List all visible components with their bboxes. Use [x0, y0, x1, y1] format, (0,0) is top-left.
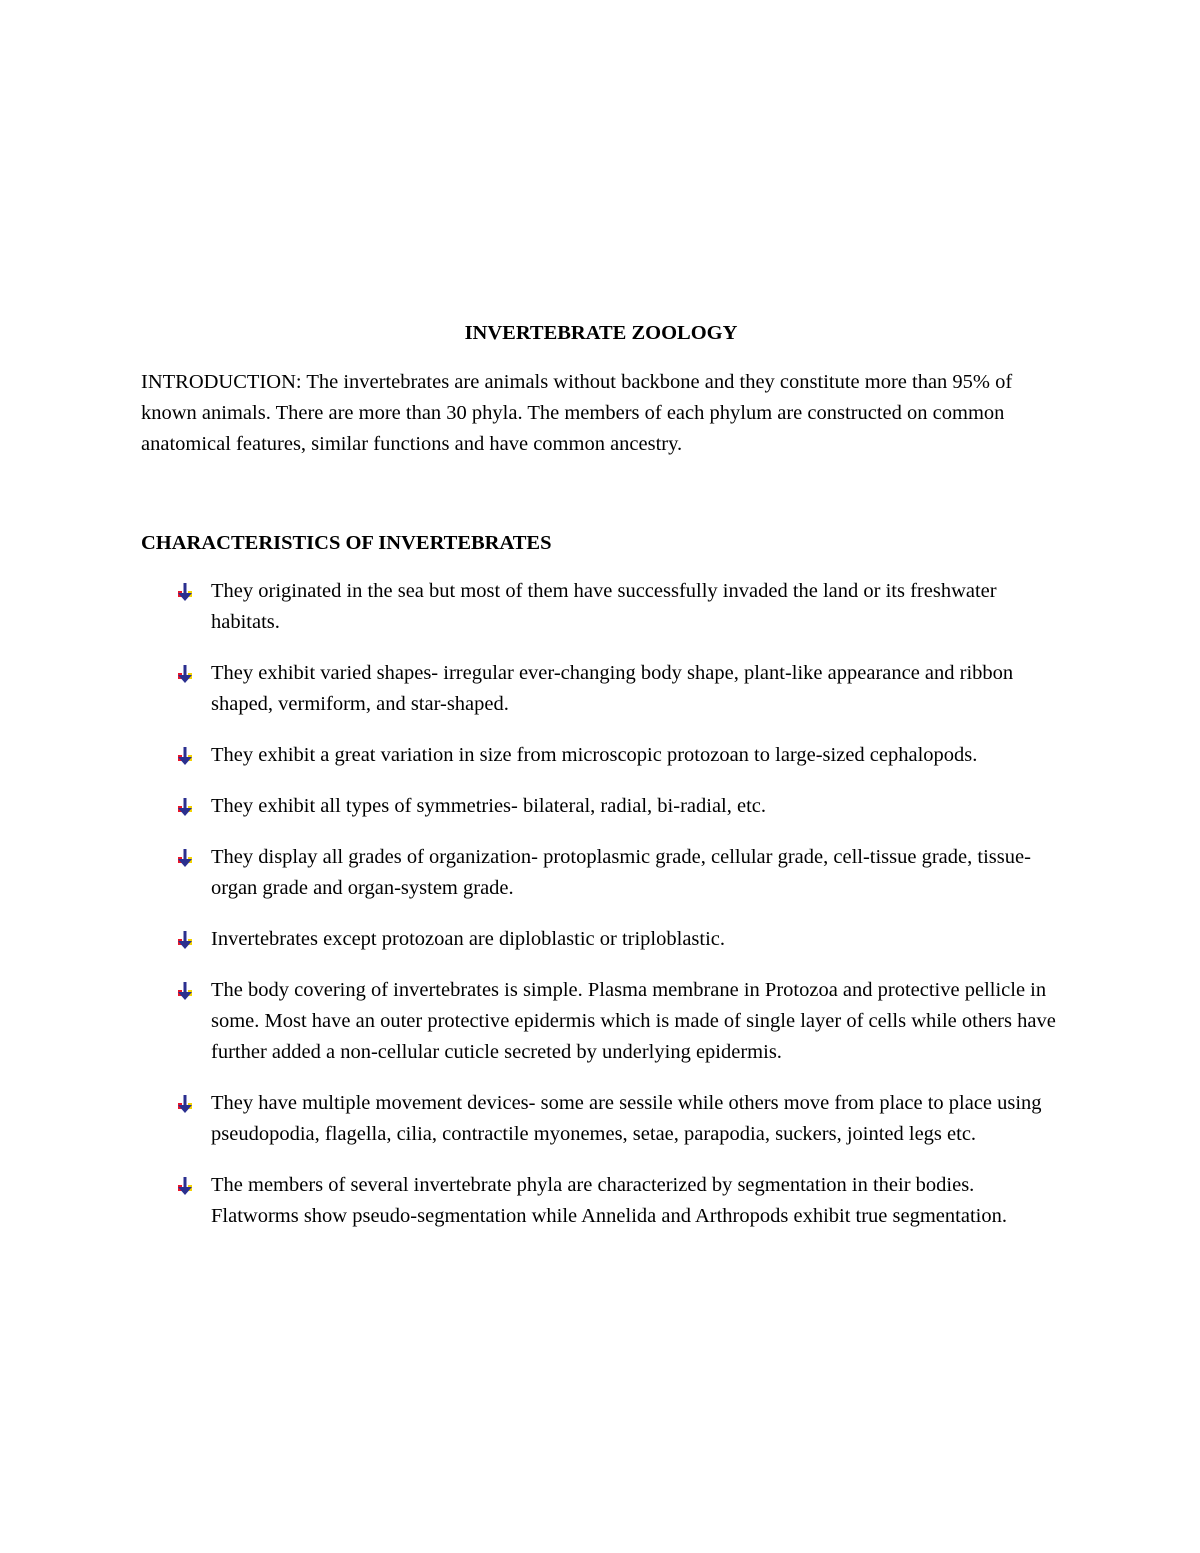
list-item: [141, 791, 1061, 822]
arrow-down-bullet-icon: [175, 797, 195, 817]
list-item: [141, 975, 1061, 1068]
document-title: INVERTEBRATE ZOOLOGY: [464, 322, 738, 344]
introduction-paragraph: INTRODUCTION: The invertebrates are animals without backbone and they constitute more than 95% of known animals. There are more than 30 phyla. The members of each phylum are constructed on common anatomical features, similar functions and have common ancestry.: [141, 371, 1013, 455]
list-item: [141, 1170, 1061, 1232]
arrow-down-bullet-icon: [175, 664, 195, 684]
list-item: [141, 576, 1061, 638]
list-item-text: They have multiple movement devices- some are sessile while others move from place to place using pseudopodia, flagella, cilia, contractile myonemes, setae, parapodia, suckers, jointed legs etc.: [211, 1092, 1042, 1145]
list-item-text: They exhibit a great variation in size from microscopic protozoan to large-sized cephalopods.: [211, 744, 978, 766]
arrow-down-bullet-icon: [175, 1176, 195, 1196]
list-item-text: Invertebrates except protozoan are diploblastic or triploblastic.: [211, 928, 726, 950]
arrow-down-bullet-icon: [175, 981, 195, 1001]
list-item-text: The body covering of invertebrates is simple. Plasma membrane in Protozoa and protective pellicle in some. Most have an outer protective epidermis which is made of single layer of cells while others have further added a non-cellular cuticle secreted by underlying epidermis.: [211, 979, 1056, 1063]
characteristics-list: [141, 576, 1061, 1232]
section-heading: CHARACTERISTICS OF INVERTEBRATES: [141, 532, 552, 554]
arrow-down-bullet-icon: [175, 930, 195, 950]
list-item: [141, 740, 1061, 771]
list-item: [141, 924, 1061, 955]
arrow-down-bullet-icon: [175, 848, 195, 868]
list-item: [141, 658, 1061, 720]
document-body: [141, 318, 1061, 1252]
list-item-text: They display all grades of organization- protoplasmic grade, cellular grade, cell-tissue grade, tissue-organ grade and organ-system grade.: [211, 846, 1031, 899]
list-item-text: They exhibit varied shapes- irregular ever-changing body shape, plant-like appearance and ribbon shaped, vermiform, and star-shaped.: [211, 662, 1014, 715]
arrow-down-bullet-icon: [175, 1094, 195, 1114]
list-item-text: The members of several invertebrate phyla are characterized by segmentation in their bodies. Flatworms show pseudo-segmentation while Annelida and Arthropods exhibit true segmentation.: [211, 1174, 1007, 1227]
list-item: [141, 1088, 1061, 1150]
list-item: [141, 842, 1061, 904]
list-item-text: They originated in the sea but most of them have successfully invaded the land or its freshwater habitats.: [211, 580, 997, 633]
arrow-down-bullet-icon: [175, 582, 195, 602]
list-item-text: They exhibit all types of symmetries- bilateral, radial, bi-radial, etc.: [211, 795, 767, 817]
arrow-down-bullet-icon: [175, 746, 195, 766]
